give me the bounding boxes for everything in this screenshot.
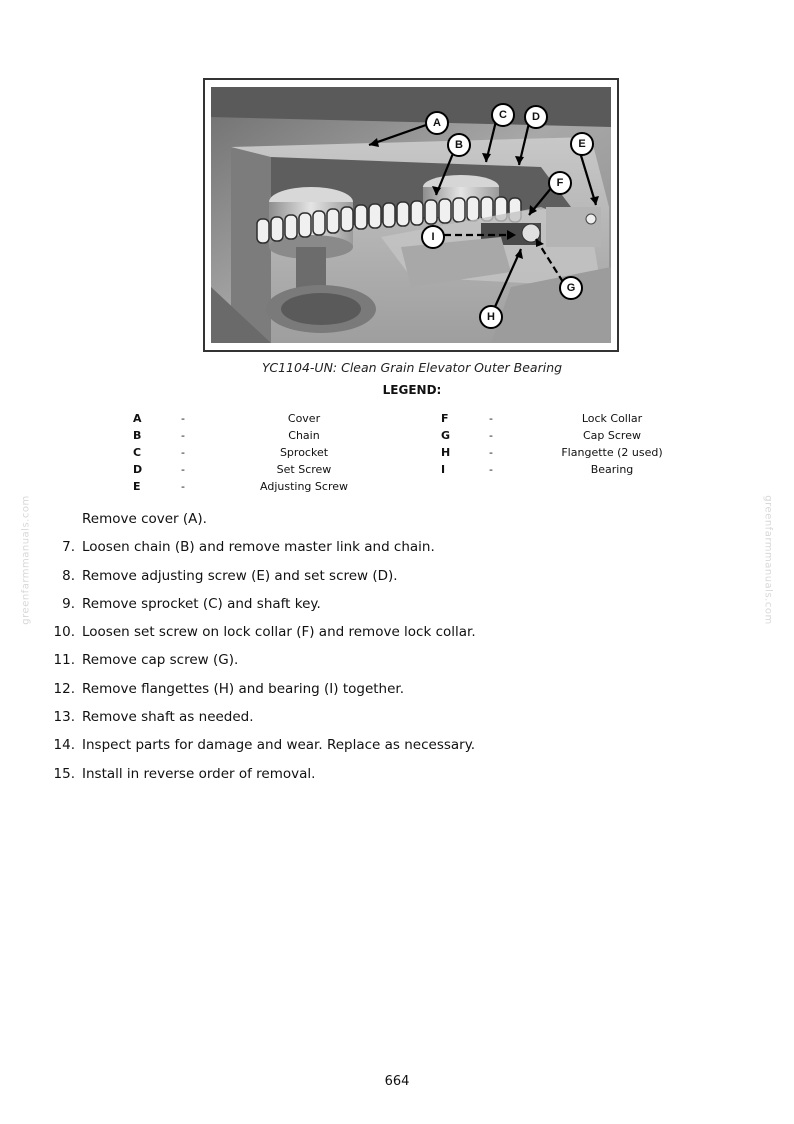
step-text: Remove flangettes (H) and bearing (I) together. (82, 680, 405, 697)
callout-b: B (447, 133, 471, 157)
watermark-right: greenfarmmanuals.com (762, 495, 774, 625)
elevator-bearing-photo (211, 87, 611, 343)
step-text: Remove sprocket (C) and shaft key. (82, 595, 321, 612)
step-number: 14. (53, 737, 75, 754)
step-item (0, 539, 794, 567)
legend-letter: D (133, 463, 143, 476)
step-text: Remove cover (A). (82, 511, 207, 527)
watermark-left: greenfarmmanuals.com (20, 495, 32, 625)
step-item (0, 709, 794, 737)
legend-dash: - (181, 429, 185, 442)
legend-term: Flangette (2 used) (561, 446, 663, 459)
step-text: Install in reverse order of removal. (82, 765, 316, 782)
legend-dash: - (489, 412, 493, 425)
step-number: 9. (62, 595, 75, 612)
legend-term: Bearing (590, 463, 634, 476)
step-text: Inspect parts for damage and wear. Replace as necessary. (82, 737, 476, 754)
step-number: 12. (53, 680, 75, 697)
callout-g: G (559, 276, 583, 300)
step-text: Loosen set screw on lock collar (F) and remove lock collar. (82, 624, 476, 641)
legend-right-column (0, 412, 794, 480)
legend-dash: - (181, 446, 185, 459)
step-item (0, 681, 794, 709)
procedure-steps (0, 511, 794, 794)
legend-letter: A (133, 412, 142, 425)
legend-letter: C (133, 446, 142, 459)
legend-dash: - (489, 463, 493, 476)
callout-f: F (548, 171, 572, 195)
legend-row (0, 412, 794, 429)
legend-term: Cover (287, 412, 321, 425)
callout-c: C (491, 103, 515, 127)
legend-letter: G (441, 429, 451, 442)
legend-letter: B (133, 429, 142, 442)
step-number: 7. (62, 539, 75, 556)
legend-letter: I (441, 463, 446, 476)
figure-frame (203, 78, 619, 352)
step-text: Remove cap screw (G). (82, 652, 239, 669)
legend-title: LEGEND: (382, 383, 442, 397)
step-item (0, 652, 794, 680)
step-text: Remove adjusting screw (E) and set screw (D). (82, 567, 398, 584)
step-text: Loosen chain (B) and remove master link and chain. (82, 539, 435, 556)
step-item (0, 766, 794, 794)
legend-term: Adjusting Screw (260, 480, 348, 493)
callout-d: D (524, 105, 548, 129)
legend-letter: E (133, 480, 141, 493)
step-item (0, 511, 794, 539)
figure-caption: YC1104-UN: Clean Grain Elevator Outer Bearing (261, 360, 563, 375)
legend-term: Chain (288, 429, 320, 442)
legend-dash: - (181, 480, 185, 493)
legend-row (0, 429, 794, 446)
legend-dash: - (489, 446, 493, 459)
callout-e: E (570, 132, 594, 156)
step-number: 13. (53, 709, 75, 726)
legend-row (0, 446, 794, 463)
callout-a: A (425, 111, 449, 135)
legend-dash: - (489, 429, 493, 442)
step-number: 8. (62, 567, 75, 584)
legend-term: Cap Screw (583, 429, 641, 442)
step-item (0, 624, 794, 652)
legend-term: Sprocket (279, 446, 329, 459)
step-number: 15. (53, 765, 75, 782)
step-item (0, 568, 794, 596)
legend-term: Lock Collar (581, 412, 643, 425)
legend-row (0, 463, 794, 480)
step-text: Remove shaft as needed. (82, 709, 254, 726)
callout-i: I (421, 225, 445, 249)
page-number: 664 (384, 1074, 410, 1089)
legend-letter: F (441, 412, 449, 425)
legend-letter: H (441, 446, 451, 459)
step-number: 10. (53, 624, 75, 641)
step-number: 11. (53, 652, 75, 669)
callout-h: H (479, 305, 503, 329)
legend-row (0, 480, 400, 497)
legend-term: Set Screw (276, 463, 332, 476)
step-item (0, 737, 794, 765)
step-item (0, 596, 794, 624)
legend-dash: - (181, 412, 185, 425)
legend-dash: - (181, 463, 185, 476)
